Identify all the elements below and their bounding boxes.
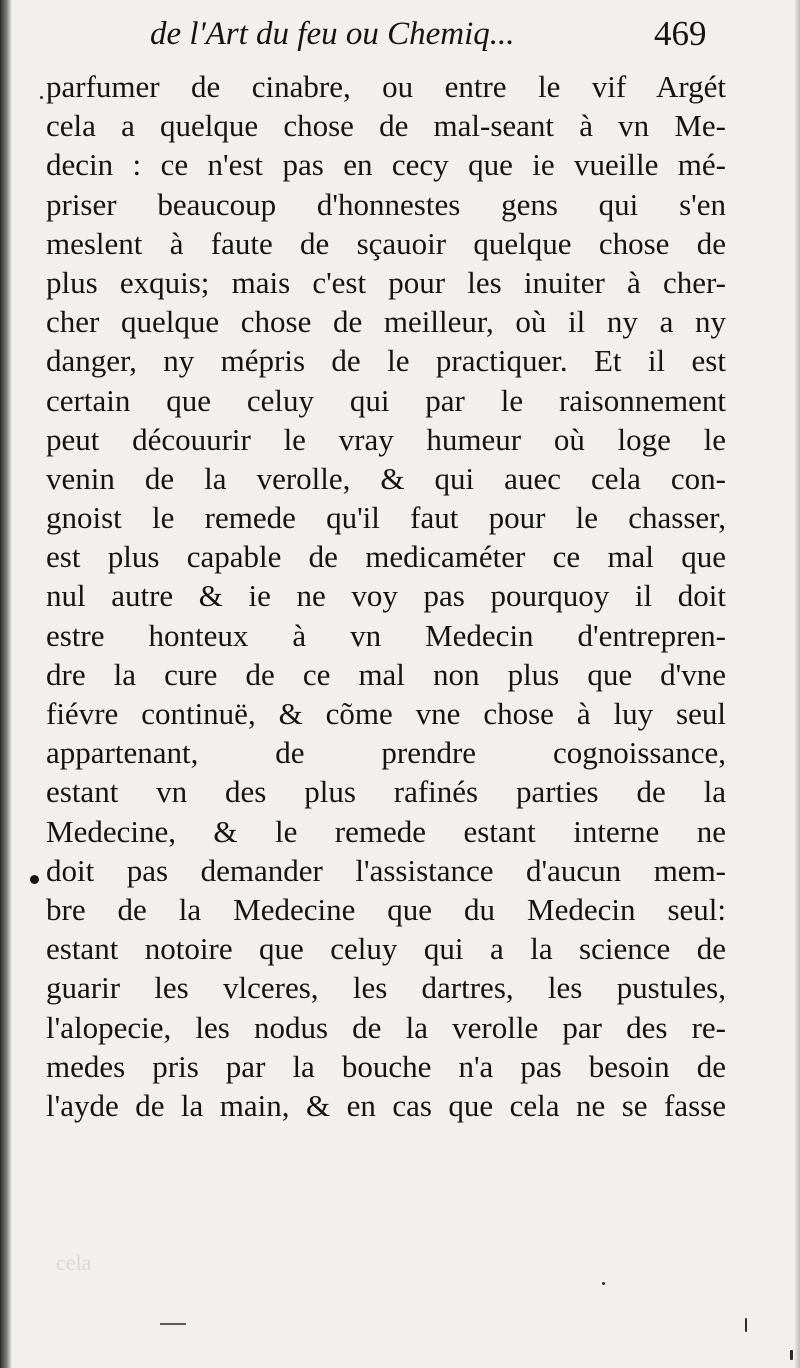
text-line: doit pas demander l'assistance d'aucun mem- [46, 852, 726, 888]
text-line: cher quelque chose de meilleur, où il ny a ny [46, 304, 726, 340]
text-line: peut découurir le vray humeur où loge le [46, 421, 726, 457]
text-line: plus exquis; mais c'est pour les inuiter à cher- [46, 264, 726, 300]
text-line: estant vn des plus rafinés parties de la [46, 774, 726, 810]
running-title: de l'Art du feu ou Chemiq... [150, 16, 515, 52]
body-text [46, 67, 726, 1125]
ink-speck [790, 1350, 793, 1360]
page-binding-shadow [0, 0, 12, 1368]
text-line: priser beaucoup d'honnestes gens qui s'en [46, 186, 726, 222]
text-line: venin de la verolle, & qui auec cela con- [46, 460, 726, 496]
text-line: Medecine, & le remede estant interne ne [46, 813, 726, 849]
text-line: medes pris par la bouche n'a pas besoin de [46, 1048, 726, 1084]
text-line: nul autre & ie ne voy pas pourquoy il doit [46, 578, 726, 614]
text-line: cela a quelque chose de mal-seant à vn Me- [46, 108, 726, 144]
text-line: parfumer de cinabre, ou entre le vif Argét [46, 69, 726, 104]
text-line: guarir les vlceres, les dartres, les pustules, [46, 970, 726, 1006]
ink-mark [160, 1323, 186, 1325]
page-number: 469 [654, 14, 707, 53]
text-line: bre de la Medecine que du Medecin seul: [46, 891, 726, 927]
text-line: meslent à faute de sçauoir quelque chose de [46, 225, 726, 261]
ink-speck [40, 96, 43, 99]
text-line: certain que celuy qui par le raisonnement [46, 382, 726, 418]
text-line: l'alopecie, les nodus de la verolle par des re- [46, 1009, 726, 1045]
page-edge [794, 0, 800, 1368]
text-line: appartenant, de prendre cognoissance, [46, 735, 726, 771]
text-line: decin : ce n'est pas en cecy que ie vueille mé- [46, 147, 726, 183]
ink-speck [602, 1282, 605, 1285]
catchword-bleedthrough: cela [56, 1250, 92, 1275]
ink-speck [745, 1318, 747, 1332]
text-line: l'ayde de la main, & en cas que cela ne se fasse [46, 1087, 726, 1123]
text-line: danger, ny mépris de le practiquer. Et il est [46, 343, 726, 379]
ink-dot [30, 875, 39, 884]
text-line: gnoist le remede qu'il faut pour le chasser, [46, 500, 726, 536]
text-line: estre honteux à vn Medecin d'entrepren- [46, 617, 726, 653]
text-line: estant notoire que celuy qui a la science de [46, 931, 726, 967]
text-line: est plus capable de medicaméter ce mal que [46, 539, 726, 575]
text-line: fiévre continuë, & cõme vne chose à luy seul [46, 696, 726, 731]
text-line: dre la cure de ce mal non plus que d'vne [46, 656, 726, 692]
